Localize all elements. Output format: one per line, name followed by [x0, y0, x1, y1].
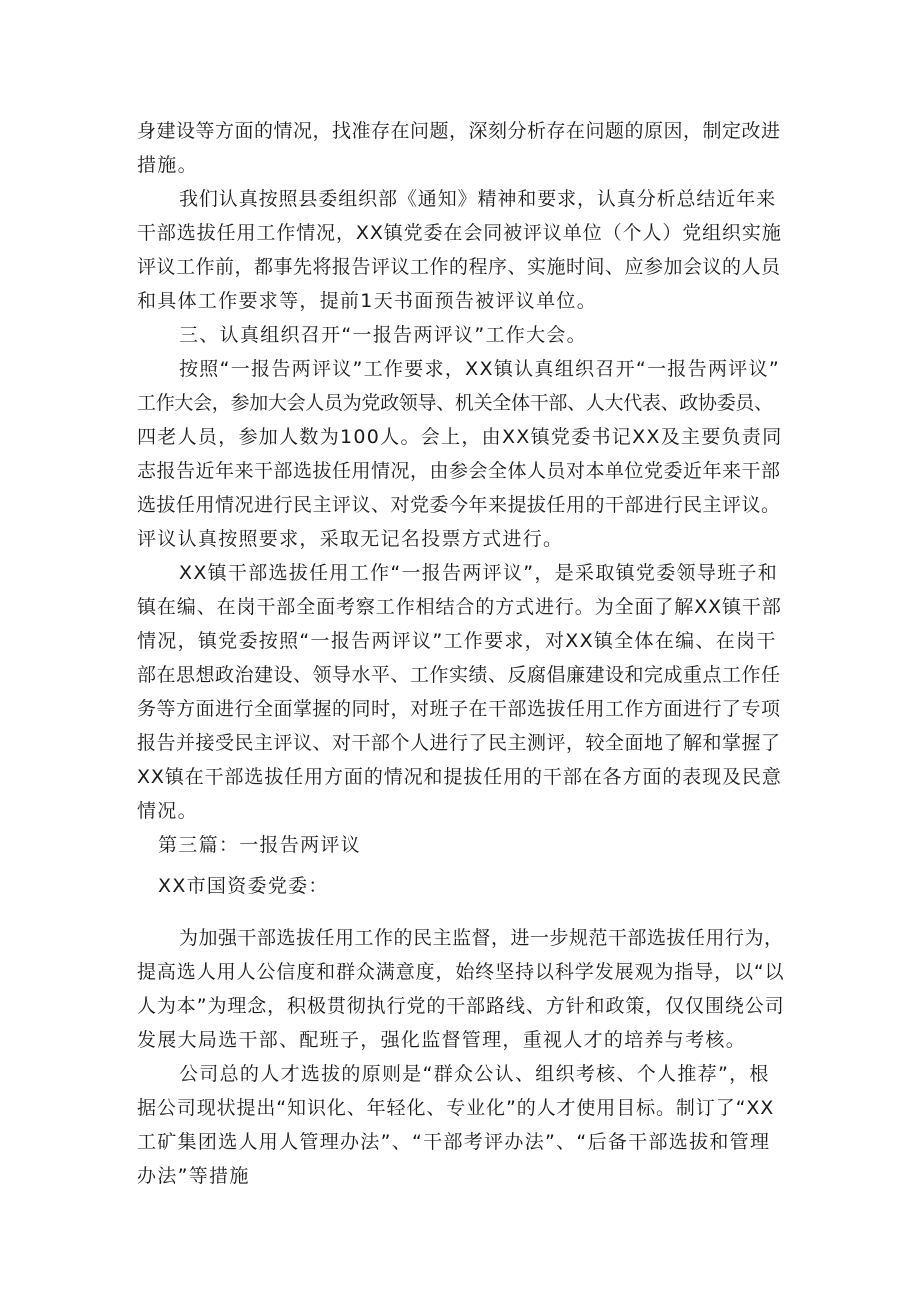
salutation: XX市国资委党委： [158, 875, 329, 897]
text-line: 务等方面进行全面掌握的同时，对班子在干部选拔任用工作方面进行了专项 [137, 698, 781, 720]
text-line: 镇在编、在岗干部全面考察工作相结合的方式进行。为全面了解XX镇干部 [137, 596, 782, 618]
text-line: 办法”等措施 [137, 1165, 250, 1187]
text-line: 公司总的人才选拔的原则是“群众公认、组织考核、个人推荐”，根 [179, 1063, 770, 1085]
text-line: 工作大会，参加大会人员为党政领导、机关全体干部、人大代表、政协委员、 [137, 392, 773, 414]
text-line: XX镇干部选拔任用工作“一报告两评议”，是采取镇党委领导班子和 [179, 562, 779, 584]
text-line: 措施。 [137, 154, 198, 176]
text-line: 工矿集团选人用人管理办法”、“干部考评办法”、“后备干部选拔和管理 [137, 1131, 771, 1153]
text-line: 报告并接受民主评议、对干部个人进行了民主测评，较全面地了解和掌握了 [137, 732, 781, 754]
text-line: 评议认真按照要求，采取无记名投票方式进行。 [137, 528, 564, 550]
text-line: 据公司现状提出“知识化、年轻化、专业化”的人才使用目标。制订了“XX [137, 1097, 775, 1119]
section-heading: 三、认真组织召开“一报告两评议”工作大会。 [179, 324, 587, 346]
chapter-title: 第三篇：一报告两评议 [158, 834, 362, 856]
text-line: XX镇在干部选拔任用方面的情况和提拔任用的干部在各方面的表现及民意 [137, 766, 782, 788]
text-line: 身建设等方面的情况，找准存在问题，深刻分析存在问题的原因，制定改进 [137, 120, 781, 142]
text-line: 情况。 [137, 800, 198, 822]
text-line: 按照“一报告两评议”工作要求，XX镇认真组织召开“一报告两评议” [179, 358, 781, 380]
text-line: 四老人员，参加人数为100人。会上，由XX镇党委书记XX及主要负责同 [137, 426, 783, 448]
text-line: 情况，镇党委按照“一报告两评议”工作要求，对XX镇全体在编、在岗干 [137, 630, 777, 652]
text-line: 提高选人用人公信度和群众满意度，始终坚持以科学发展观为指导，以“以 [137, 961, 785, 983]
text-line: 我们认真按照县委组织部《通知》精神和要求，认真分析总结近年来 [179, 188, 777, 210]
text-line: 志报告近年来干部选拔任用情况，由参会全体人员对本单位党委近年来干部 [137, 460, 781, 482]
text-line: 为加强干部选拔任用工作的民主监督，进一步规范干部选拔任用行为， [179, 927, 784, 949]
text-line: 选拔任用情况进行民主评议、对党委今年来提拔任用的干部进行民主评议。 [137, 494, 781, 516]
text-line: 人为本”为理念，积极贯彻执行党的干部路线、方针和政策，仅仅围绕公司 [137, 995, 785, 1017]
text-line: 评议工作前，都事先将报告评议工作的程序、实施时间、应参加会议的人员 [137, 256, 781, 278]
text-line: 部在思想政治建设、领导水平、工作实绩、反腐倡廉建设和完成重点工作任 [137, 664, 781, 686]
text-line: 发展大局选干部、配班子，强化监督管理，重视人才的培养与考核。 [137, 1029, 747, 1051]
text-line: 干部选拔任用工作情况，XX镇党委在会同被评议单位（个人）党组织实施 [137, 222, 782, 244]
text-line: 和具体工作要求等，提前1天书面预告被评议单位。 [137, 290, 597, 312]
